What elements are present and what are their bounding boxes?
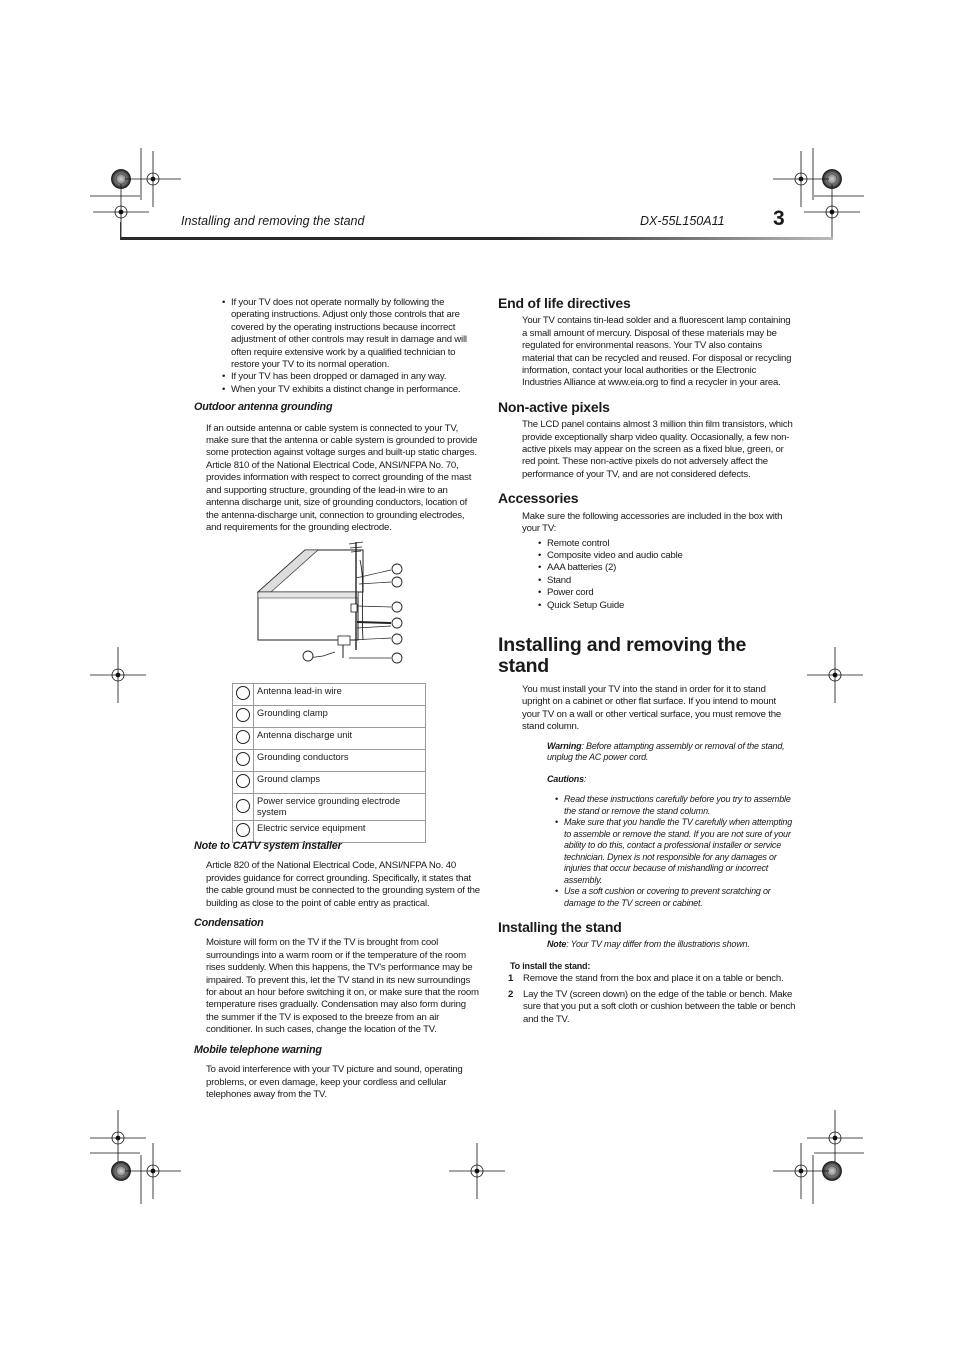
table-row: Electric service equipment xyxy=(233,821,426,843)
cautions-label: Cautions xyxy=(547,773,584,784)
warning-text: : Before attampting assembly or removal of the stand, unplug the AC power cord. xyxy=(547,740,785,763)
running-header-model: DX-55L150A11 xyxy=(640,214,725,228)
outdoor-antenna-heading: Outdoor antenna grounding xyxy=(194,401,333,414)
left-column xyxy=(194,297,480,534)
list-item: • Remote control xyxy=(538,538,796,550)
list-item: • AAA batteries (2) xyxy=(538,562,796,574)
install-remove-heading: Installing and removing the stand xyxy=(498,633,747,677)
install-remove-body: You must install your TV into the stand in order for it to stand upright on a cabinet or other flat surface. If you intend to mount your TV on a wall or other vertical surface, you must remove the stand column. xyxy=(522,683,781,733)
warning-label: Warning xyxy=(547,740,582,751)
table-row: Antenna lead-in wire xyxy=(233,684,426,706)
callout-circle-icon xyxy=(236,823,250,837)
table-row: Ground clamps xyxy=(233,772,426,794)
non-active-pixels-heading: Non-active pixels xyxy=(498,398,610,415)
table-row: Grounding clamp xyxy=(233,706,426,728)
condensation-body: Moisture will form on the TV if the TV is brought from cool surroundings into a warm room or if the temperature of the room rises suddenly. When this happens, the TV's performance may be impaired. To prevent this, let the TV stand in its new surroundings for about an hour before switching it on, or make sure that the room temperature rises gradually. Condensation may also form during the summer if the TV is exposed to the breeze from an air conditioner. In such cases, change the location of the TV. xyxy=(206,937,479,1036)
header-rule-tick xyxy=(120,222,121,240)
cautions-list xyxy=(555,794,796,909)
step-2: 2 Lay the TV (screen down) on the edge of the table or bench. Make sure that you put a soft cloth or cushion between the table or bench and the TV. xyxy=(498,989,796,1026)
list-item: • If your TV does not operate normally by following the operating instructions. Adjust only those controls that are covered by the operating instructions because incorrect adjustment of other controls may result in damage and will often require extensive work by a qualified technician to restore your TV to its normal operation. xyxy=(222,297,480,371)
list-item: • Make sure that you handle the TV carefully when attempting to assemble or remove the stand. If you are not sure of your ability to do this, contact a professional installer or service technician. Dynex is not responsible for any damages or injuries that occur because of mishandling or incorrect assembly. xyxy=(555,817,796,886)
catv-body: Article 820 of the National Electrical Code, ANSI/NFPA No. 40 provides guidance for correct grounding. Specifically, it states that the cable ground must be connected to the grounding system of the building as close to the point of cable entry as practical. xyxy=(206,860,480,909)
mobile-warning-heading: Mobile telephone warning xyxy=(194,1043,322,1056)
end-of-life-body: Your TV contains tin-lead solder and a fluorescent lamp containing a small amount of mercury. Disposal of these materials may be regulated for environmental reasons. Your TV also contains material that can be recycled and reused. For disposal or recycling information, contact your local authorities or the Electronic Industries Alliance at www.eia.org to find a recycler in your area. xyxy=(522,315,792,389)
callout-circle-icon xyxy=(236,686,250,700)
outdoor-antenna-body: If an outside antenna or cable system is connected to your TV, make sure that the antenna or cable system is grounded to provide some protection against voltage surges and built-up static charges. Article 810 of the National Electrical Code, ANSI/NFPA No. 70, provides information with respect to correct grounding of the mast and supporting structure, grounding of the lead-in wire to an antenna discharge unit, size of grounding conductors, location of the antenna-discharge unit, connection to grounding electrodes, and requirements for the grounding electrode. xyxy=(206,422,478,533)
mobile-warning-body: To avoid interference with your TV picture and sound, operating problems, or even damage, keep your cordless and cellular telephones away from the TV. xyxy=(206,1064,463,1100)
list-item: • Stand xyxy=(538,575,796,587)
list-item: • Read these instructions carefully before you try to assemble the stand or remove the stand column. xyxy=(555,794,796,817)
accessories-list xyxy=(538,538,796,612)
list-item: • When your TV exhibits a distinct change in performance. xyxy=(222,384,480,396)
table-row: Power service grounding electrode system xyxy=(233,794,426,821)
left-column-lower xyxy=(194,840,480,1101)
procedure-label: To install the stand: xyxy=(510,960,591,971)
right-column xyxy=(498,297,796,1026)
catv-heading: Note to CATV system installer xyxy=(194,840,342,852)
step-1: 1 Remove the stand from the box and place it on a table or bench. xyxy=(498,973,796,985)
callout-circle-icon xyxy=(236,730,250,744)
callout-circle-icon xyxy=(236,799,250,813)
list-item: • Composite video and audio cable xyxy=(538,550,796,562)
safety-bullets xyxy=(222,297,480,396)
warning-note xyxy=(547,741,796,764)
note-text: : Your TV may differ from the illustrations shown. xyxy=(566,939,750,950)
page-number: 3 xyxy=(773,207,785,230)
accessories-heading: Accessories xyxy=(498,490,579,507)
callout-circle-icon xyxy=(236,774,250,788)
table-row: Grounding conductors xyxy=(233,750,426,772)
header-rule xyxy=(120,237,833,240)
installing-note xyxy=(547,939,796,951)
condensation-heading: Condensation xyxy=(194,917,264,930)
accessories-intro: Make sure the following accessories are included in the box with your TV: xyxy=(522,510,783,535)
list-item: • Quick Setup Guide xyxy=(538,600,796,612)
callout-circle-icon xyxy=(236,752,250,766)
callout-circle-icon xyxy=(236,708,250,722)
install-steps xyxy=(498,973,796,1026)
note-label: Note xyxy=(547,939,567,950)
list-item: • Use a soft cushion or covering to prevent scratching or damage to the TV screen or cabinet. xyxy=(555,886,796,909)
grounding-legend-table xyxy=(232,683,426,843)
antenna-grounding-diagram xyxy=(253,540,413,668)
list-item: • Power cord xyxy=(538,587,796,599)
installing-stand-heading: Installing the stand xyxy=(498,919,622,936)
end-of-life-heading: End of life directives xyxy=(498,295,631,311)
cautions-note: Cautions: xyxy=(547,773,587,784)
list-item: • If your TV has been dropped or damaged in any way. xyxy=(222,371,480,383)
running-header-title: Installing and removing the stand xyxy=(181,214,365,228)
table-row: Antenna discharge unit xyxy=(233,728,426,750)
non-active-pixels-body: The LCD panel contains almost 3 million thin film transistors, which provide exceptionally sharp video quality. Occasionally, a few non-active pixels may appear on the screen as a fixed blue, green, or red point. These non-active pixels do not adversely affect the performance of your TV, and are not considered defects. xyxy=(522,419,793,480)
